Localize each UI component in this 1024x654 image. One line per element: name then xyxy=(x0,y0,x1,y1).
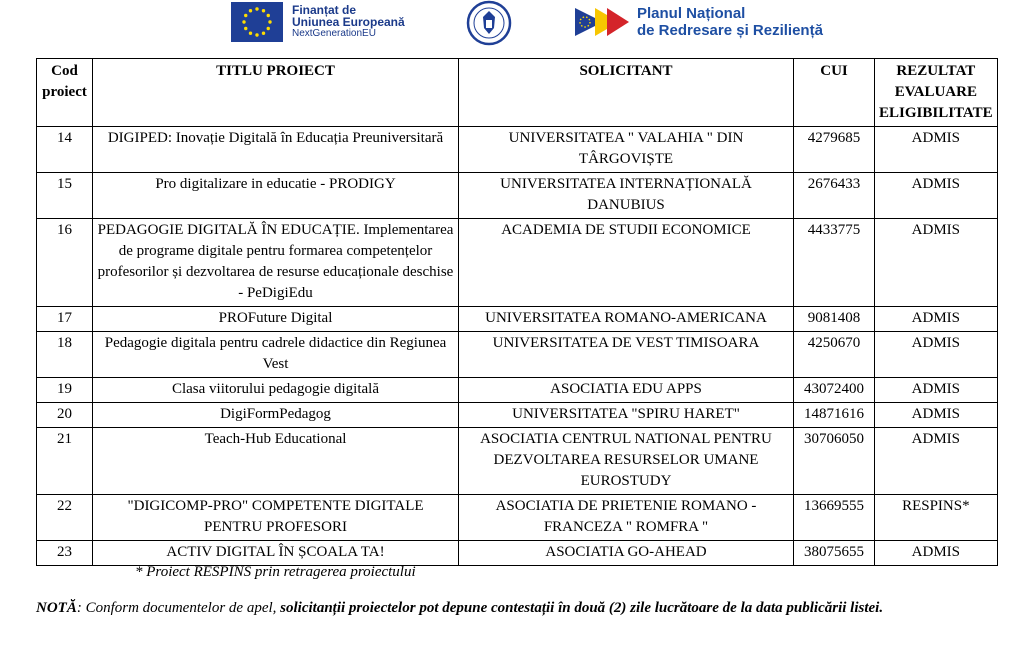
cell-cod: 18 xyxy=(37,332,93,378)
cell-titlu: DigiFormPedagog xyxy=(93,403,459,428)
header-solicitant: SOLICITANT xyxy=(459,59,794,127)
cell-cui: 13669555 xyxy=(794,495,875,541)
header-titlu-proiect: TITLU PROIECT xyxy=(93,59,459,127)
cell-titlu: Pedagogie digitala pentru cadrele didactice din Regiunea Vest xyxy=(93,332,459,378)
cell-rezultat: ADMIS xyxy=(875,378,998,403)
cell-cod: 17 xyxy=(37,307,93,332)
respins-footnote: * Proiect RESPINS prin retragerea proiectului xyxy=(135,564,416,580)
eu-flag-icon xyxy=(231,2,283,42)
cell-cui: 38075655 xyxy=(794,541,875,566)
cell-cod: 14 xyxy=(37,127,93,173)
pnrr-line1: Planul Național xyxy=(637,5,746,22)
note-bold-text: solicitanții proiectelor pot depune contestații în două (2) zile lucrătoare de la data publicării listei. xyxy=(280,600,884,616)
cell-solicitant: ASOCIATIA EDU APPS xyxy=(459,378,794,403)
header-rezultat xyxy=(875,59,998,127)
cell-rezultat: ADMIS xyxy=(875,307,998,332)
pnrr-emblem-icon xyxy=(573,4,631,40)
cell-rezultat: ADMIS xyxy=(875,428,998,495)
table-row xyxy=(37,378,998,403)
cell-cui: 2676433 xyxy=(794,173,875,219)
cell-cui: 14871616 xyxy=(794,403,875,428)
pnrr-line2: de Redresare și Reziliență xyxy=(637,22,823,39)
cell-titlu: PEDAGOGIE DIGITALĂ ÎN EDUCAȚIE. Implementarea de programe digitale pentru formarea competențelor profesorilor și dezvoltarea de resurse educaționale deschise - PeDigiEdu xyxy=(93,219,459,307)
note-label: NOTĂ xyxy=(36,600,77,616)
pnrr-logo xyxy=(573,2,823,42)
eu-funding-text xyxy=(292,4,405,40)
cell-cod: 15 xyxy=(37,173,93,219)
cell-titlu: PROFuture Digital xyxy=(93,307,459,332)
cell-rezultat: RESPINS* xyxy=(875,495,998,541)
cell-cod: 22 xyxy=(37,495,93,541)
cell-cui: 43072400 xyxy=(794,378,875,403)
cell-solicitant: UNIVERSITATEA DE VEST TIMISOARA xyxy=(459,332,794,378)
table-row xyxy=(37,428,998,495)
table-row xyxy=(37,219,998,307)
cell-titlu: "DIGICOMP-PRO" COMPETENTE DIGITALE PENTRU PROFESORI xyxy=(93,495,459,541)
cell-solicitant: ASOCIATIA GO-AHEAD xyxy=(459,541,794,566)
cell-rezultat: ADMIS xyxy=(875,403,998,428)
table-row xyxy=(37,173,998,219)
eu-funding-logo xyxy=(231,0,405,44)
cell-titlu: DIGIPED: Inovație Digitală în Educația Preuniversitară xyxy=(93,127,459,173)
page-header xyxy=(0,0,1024,50)
header-cod-line1: Cod xyxy=(51,63,78,79)
cell-rezultat: ADMIS xyxy=(875,219,998,307)
pnrr-text xyxy=(637,5,823,39)
cell-cod: 19 xyxy=(37,378,93,403)
romanian-government-seal-icon xyxy=(465,0,513,46)
cell-solicitant: ASOCIATIA DE PRIETENIE ROMANO - FRANCEZA " ROMFRA " xyxy=(459,495,794,541)
eu-line-nextgen: NextGenerationEU xyxy=(292,28,376,39)
note-text: : Conform documentelor de apel, xyxy=(76,600,281,616)
table-row xyxy=(37,403,998,428)
contestation-note xyxy=(36,597,996,620)
cell-titlu: Clasa viitorului pedagogie digitală xyxy=(93,378,459,403)
cell-cod: 20 xyxy=(37,403,93,428)
header-cod-proiect xyxy=(37,59,93,127)
cell-rezultat: ADMIS xyxy=(875,541,998,566)
table-row xyxy=(37,307,998,332)
table-row xyxy=(37,495,998,541)
header-cui: CUI xyxy=(794,59,875,127)
header-rezultat-line1: REZULTAT xyxy=(896,63,976,79)
cell-cui: 4279685 xyxy=(794,127,875,173)
header-rezultat-line2: EVALUARE xyxy=(894,84,977,100)
table-header-row xyxy=(37,59,998,127)
table-row xyxy=(37,541,998,566)
cell-solicitant: UNIVERSITATEA INTERNAȚIONALĂ DANUBIUS xyxy=(459,173,794,219)
projects-table xyxy=(36,58,998,566)
eu-line-financed: Finanțat de xyxy=(292,3,357,17)
cell-rezultat: ADMIS xyxy=(875,127,998,173)
cell-rezultat: ADMIS xyxy=(875,332,998,378)
table-row xyxy=(37,332,998,378)
cell-rezultat: ADMIS xyxy=(875,173,998,219)
cell-cod: 21 xyxy=(37,428,93,495)
cell-cod: 16 xyxy=(37,219,93,307)
cell-titlu: Pro digitalizare in educatie - PRODIGY xyxy=(93,173,459,219)
eu-line-union: Uniunea Europeană xyxy=(292,15,405,29)
cell-cod: 23 xyxy=(37,541,93,566)
cell-cui: 4433775 xyxy=(794,219,875,307)
cell-solicitant: UNIVERSITATEA " VALAHIA " DIN TÂRGOVIȘTE xyxy=(459,127,794,173)
cell-solicitant: UNIVERSITATEA "SPIRU HARET" xyxy=(459,403,794,428)
table-row xyxy=(37,127,998,173)
cell-cui: 30706050 xyxy=(794,428,875,495)
cell-solicitant: UNIVERSITATEA ROMANO-AMERICANA xyxy=(459,307,794,332)
cell-solicitant: ASOCIATIA CENTRUL NATIONAL PENTRU DEZVOLTAREA RESURSELOR UMANE EUROSTUDY xyxy=(459,428,794,495)
cell-cui: 9081408 xyxy=(794,307,875,332)
cell-titlu: ACTIV DIGITAL ÎN ȘCOALA TA! xyxy=(93,541,459,566)
header-rezultat-line3: ELIGIBILITATE xyxy=(879,105,993,121)
cell-titlu: Teach-Hub Educational xyxy=(93,428,459,495)
header-cod-line2: proiect xyxy=(42,84,87,100)
cell-solicitant: ACADEMIA DE STUDII ECONOMICE xyxy=(459,219,794,307)
cell-cui: 4250670 xyxy=(794,332,875,378)
